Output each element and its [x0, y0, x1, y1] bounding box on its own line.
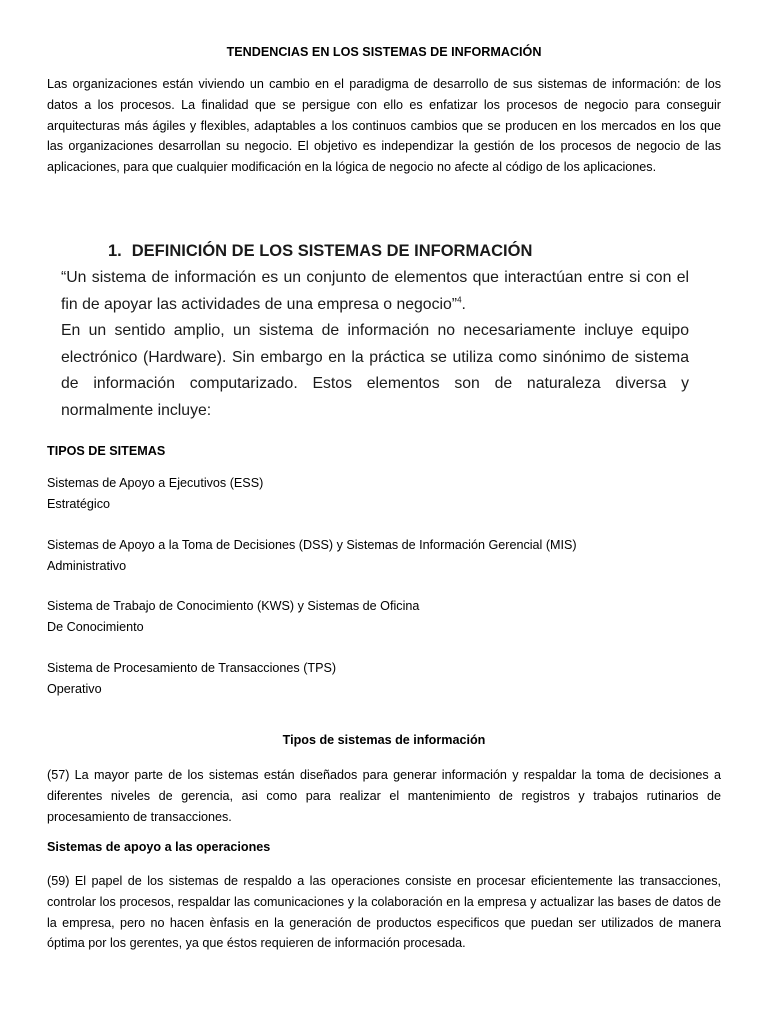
system-entry-level: Operativo	[47, 681, 102, 696]
intro-paragraph: Las organizaciones están viviendo un cambio en el paradigma de desarrollo de sus sistemas de información: de los datos a los procesos. La finalidad que se persigue con ello es enfatizar los procesos de negocio para conseguir arquitecturas más ágiles y flexibles, adaptables a los continuos cambios que se producen en los mercados en los que las organizaciones desarrollan su negocio. El objetivo es independizar la gestión de los procesos de negocio de las aplicaciones, para que cualquier modificación en la lógica de negocio no afecte al código de los aplicaciones.	[47, 77, 721, 175]
system-entry	[47, 596, 419, 638]
system-entry-name: Sistemas de Apoyo a Ejecutivos (ESS)	[47, 476, 264, 490]
definition-heading-text: DEFINICIÓN DE LOS SISTEMAS DE INFORMACIÓN	[131, 242, 533, 260]
system-entry	[47, 535, 577, 577]
system-entry	[47, 473, 263, 515]
definition-text	[61, 265, 689, 425]
system-entry	[47, 658, 336, 700]
info-types-heading: Tipos de sistemas de información	[282, 733, 486, 747]
system-entry-level: Administrativo	[47, 558, 127, 573]
paragraph-59: (59) El papel de los sistemas de respaldo a las operaciones consiste en procesar eficientemente las transacciones, controlar los procesos, respaldar las comunicaciones y la colaboración en la empresa y actualizar las bases de datos de la empresa, pero no hacen ènfasis en la generación de productos especificos que puedan ser utilizados de manera óptima por los gerentes, ya que éstos requieren de información procesada.	[47, 874, 721, 951]
definition-body: En un sentido amplio, un sistema de información no necesariamente incluye equipo electrónico (Hardware). Sin embargo en la práctica se utiliza como sinónimo de sistema de información computarizado. Estos elementos son de naturaleza diversa y normalmente incluye:	[61, 322, 689, 419]
footnote-mark: 4	[457, 295, 462, 305]
definition-heading	[108, 242, 532, 261]
system-entry-name: Sistemas de Apoyo a la Toma de Decisiones (DSS) y Sistemas de Información Gerencial (MIS)	[47, 538, 577, 552]
system-types-heading: TIPOS DE SITEMAS	[47, 444, 166, 458]
system-entry-level: De Conocimiento	[47, 619, 144, 634]
definition-heading-number: 1.	[108, 242, 122, 260]
operations-heading: Sistemas de apoyo a las operaciones	[47, 840, 271, 854]
definition-quote-end: .	[461, 295, 466, 313]
system-entry-level: Estratégico	[47, 496, 110, 511]
paragraph-57: (57) La mayor parte de los sistemas están diseñados para generar información y respaldar la toma de decisiones a diferentes niveles de gerencia, asi como para realizar el mantenimiento de registros y trabajos rutinarios de procesamiento de transacciones.	[47, 768, 721, 824]
document-title: TENDENCIAS EN LOS SISTEMAS DE INFORMACIÓN	[226, 45, 542, 59]
system-entry-name: Sistema de Procesamiento de Transacciones (TPS)	[47, 661, 337, 675]
definition-quote: “Un sistema de información es un conjunto de elementos que interactúan entre si con el fin de apoyar las actividades de una empresa o negocio”	[61, 269, 689, 313]
system-entry-name: Sistema de Trabajo de Conocimiento (KWS) y Sistemas de Oficina	[47, 599, 420, 613]
